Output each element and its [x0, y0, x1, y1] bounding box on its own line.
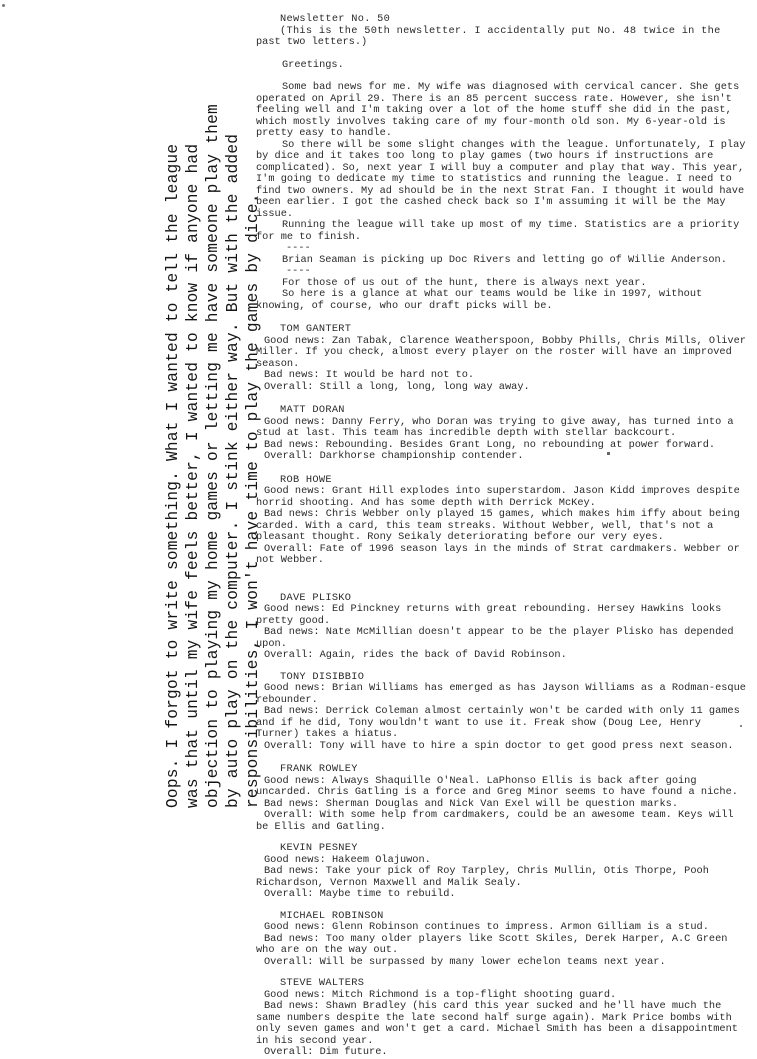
- intro-paragraph: Brian Seaman is picking up Doc Rivers and letting go of Willie Anderson.: [282, 253, 727, 266]
- bad-news: Bad news: Derrick Coleman almost certainly won't be carded with only 11 games and if he did, Tony wouldn't want to use it. Freak show (Doug Lee, Henry Turner) takes a hiatus.: [256, 705, 740, 740]
- team-section: [256, 405, 748, 463]
- overall-verdict: Overall: Still a long, long, long way away.: [264, 380, 530, 393]
- team-section: [256, 911, 748, 969]
- good-news: Good news: Hakeem Olajuwon.: [264, 853, 431, 866]
- margin-note: [163, 104, 263, 808]
- newsletter-title: Newsletter No. 50: [280, 13, 391, 25]
- overall-verdict: Overall: Maybe time to rebuild.: [264, 888, 456, 900]
- separator-dashes: ----: [286, 242, 311, 254]
- bad-news: Bad news: Chris Webber only played 15 games, which makes him iffy about being carded. With a card, this team streaks. Without Webber, well, that's not a pleasant thought. Rony Seikaly deteriorating before our very eyes.: [256, 508, 740, 543]
- good-news: Good news: Always Shaquille O'Neal. LaPhonso Ellis is back after going uncarded. Chris Gatling is a force and Greg Minor seems to have found a niche.: [256, 774, 738, 798]
- overall-verdict: Overall: With some help from cardmakers, could be an awesome team. Keys will be Ellis and Gatling.: [256, 809, 734, 833]
- good-news: Good news: Brian Williams has emerged as has Jayson Williams as a Rodman-esque rebounder.: [256, 682, 746, 706]
- bad-news: Bad news: Nate McMillian doesn't appear to be the player Plisko has depended upon.: [256, 626, 734, 650]
- greeting: Greetings.: [282, 58, 344, 71]
- team-owner-name: STEVE WALTERS: [280, 977, 365, 989]
- margin-note-line: Oops. I forgot to write something. What I wanted to tell the league: [164, 143, 182, 808]
- team-section: [256, 764, 748, 833]
- team-section: [256, 593, 748, 662]
- margin-note-line: by auto play on the computer. I stink either way. But with the added: [224, 133, 242, 808]
- margin-note-line: responsibilities, I won't have time to play the games by dice.: [244, 193, 262, 808]
- overall-verdict: Overall: Fate of 1996 season lays in the minds of Strat cardmakers. Webber or not Webber.: [256, 542, 740, 566]
- good-news: Good news: Glenn Robinson continues to impress. Armon Gilliam is a stud.: [264, 921, 709, 933]
- team-owner-name: TOM GANTERT: [280, 323, 352, 335]
- bad-news: Bad news: Sherman Douglas and Nick Van Exel will be question marks.: [264, 797, 679, 810]
- scan-speck: [2, 4, 5, 7]
- team-section: [256, 475, 748, 567]
- overall-verdict: Overall: Dim future.: [264, 1046, 388, 1058]
- team-outlook-list: [256, 324, 748, 1059]
- team-section: [256, 324, 748, 393]
- overall-verdict: Overall: Will be surpassed by many lower echelon teams next year.: [264, 955, 666, 968]
- bad-news: Bad news: Rebounding. Besides Grant Long, no rebounding at power forward.: [264, 438, 716, 451]
- bad-news: Bad news: Shawn Bradley (his card this year sucked and he'll have much the same numbers despite the late second half surge again). Mark Price bombs with only seven games and won't get a card. Michael Smith has been a disappointment in his second year.: [256, 1000, 738, 1047]
- team-section: [256, 843, 748, 901]
- overall-verdict: Overall: Darkhorse championship contender.: [264, 450, 524, 462]
- team-owner-name: ROB HOWE: [280, 473, 332, 486]
- intro-paragraph: Some bad news for me. My wife was diagnosed with cervical cancer. She gets operated on April 29. There is an 85 percent success rate. However, she isn't feeling well and I'm taking over a lot of the home stuff she did in the past, which mostly involves taking care of my four-month old son. My 6-year-old is pretty easy to handle.: [256, 81, 740, 139]
- good-news: Good news: Mitch Richmond is a top-flight shooting guard.: [264, 988, 617, 1001]
- newsletter-note: (This is the 50th newsletter. I accidentally put No. 48 twice in the: [280, 24, 721, 37]
- team-owner-name: FRANK ROWLEY: [280, 763, 358, 775]
- intro-paragraph: For those of us out of the hunt, there is always next year.: [282, 276, 647, 289]
- intro-paragraph: So there will be some slight changes with the league. Unfortunately, I play by dice and it takes too long to play games (two hours if instructions are complicated). So, next year I will buy a computer and play that way. This year, I'm going to dedicate my time to statistics and running the league. I need to find two owners. My ad should be in the next Strat Fan. I thought it would have been earlier. I got the cashed check back so I'm assuming it will be the May issue.: [256, 138, 746, 220]
- scan-speck: [740, 725, 742, 727]
- team-owner-name: TONY DISIBBIO: [280, 670, 365, 683]
- team-owner-name: MICHAEL ROBINSON: [280, 909, 384, 922]
- good-news: Good news: Grant Hill explodes into superstardom. Jason Kidd improves despite horrid shooting. And has some depth with Derrick McKey.: [256, 485, 740, 509]
- margin-note-line: objection to playing my home games or letting me have someone play them: [204, 104, 222, 808]
- newsletter-column: [256, 14, 748, 1059]
- overall-verdict: Overall: Again, rides the back of David Robinson.: [264, 649, 567, 661]
- newsletter-note-cont: past two letters.): [256, 36, 368, 48]
- good-news: Good news: Danny Ferry, who Doran was trying to give away, has turned into a stud at last. This team has incredible depth with stellar backcourt.: [256, 415, 734, 439]
- intro-paragraph: So here is a glance at what our teams would be like in 1997, without knowing, of course, who our draft picks will be.: [256, 288, 703, 312]
- team-section: [256, 978, 748, 1059]
- intro-paragraph: Running the league will take up most of my time. Statistics are a priority for me to finish.: [256, 219, 740, 243]
- overall-verdict: Overall: Tony will have to hire a spin doctor to get good press next season.: [264, 739, 734, 752]
- margin-note-line: was that until my wife feels better, I wanted to know if anyone had: [184, 143, 202, 808]
- team-section: [256, 672, 748, 753]
- separator-dashes: ----: [286, 265, 311, 277]
- scan-speck: [607, 452, 610, 455]
- bad-news: Bad news: It would be hard not to.: [264, 369, 475, 381]
- bad-news: Bad news: Take your pick of Roy Tarpley, Chris Mullin, Otis Thorpe, Pooh Richardson, Vernon Maxwell and Malik Sealy.: [256, 865, 709, 889]
- team-owner-name: KEVIN PESNEY: [280, 842, 358, 854]
- good-news: Good news: Ed Pinckney returns with great rebounding. Hersey Hawkins looks pretty good.: [256, 603, 722, 627]
- team-owner-name: DAVE PLISKO: [280, 591, 352, 604]
- good-news: Good news: Zan Tabak, Clarence Weatherspoon, Bobby Phills, Chris Mills, Oliver Miller. If you check, almost every player on the roster will have an improved season.: [256, 334, 746, 370]
- team-owner-name: MATT DORAN: [280, 404, 345, 416]
- bad-news: Bad news: Too many older players like Scott Skiles, Derek Harper, A.C Green who are on the way out.: [256, 932, 728, 956]
